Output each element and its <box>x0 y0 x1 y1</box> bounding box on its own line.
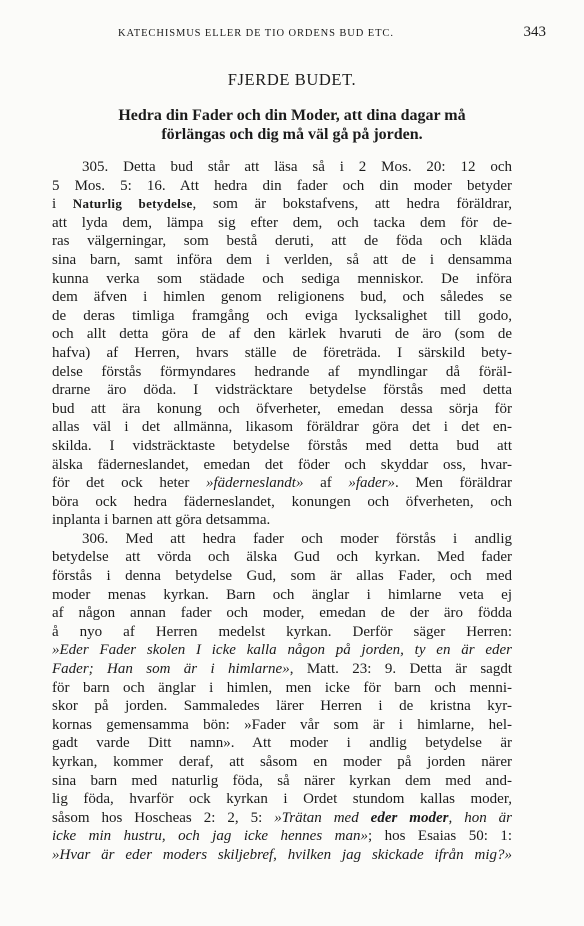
text-segment: delse förstås förmyndares hedrande af myndlingar då föräl- <box>52 363 512 380</box>
text-line <box>52 325 512 344</box>
text-line <box>52 827 512 846</box>
page-number: 343 <box>523 24 546 40</box>
text-segment: af någon annan fader och moder, emedan de der äro födda <box>52 605 512 622</box>
text-line <box>52 456 512 475</box>
text-segment: förstås i denna betydelse Gud, som är allas Fader, och med <box>52 568 512 585</box>
text-line <box>52 548 512 567</box>
text-segment: skor på jorden. Sammaledes lärer Herren i de kristna kyr- <box>52 698 512 715</box>
text-segment: älska fäderneslandet, emedan det föder och skyddar oss, hvar- <box>52 456 512 473</box>
text-line <box>52 437 512 456</box>
italic-text: »fäderneslandt» <box>205 475 304 492</box>
text-segment: skilda. I vidsträcktaste betydelse förstås med detta bud att <box>52 437 512 454</box>
text-segment: drarne äro döda. I vidsträcktare betydelse förstås med detta <box>52 382 512 399</box>
text-line <box>52 381 512 400</box>
commandment-line: förlängas och dig må väl gå på jorden. <box>161 126 423 143</box>
text-segment: sina barn med naturlig föda, så närer kyrkan dem med and- <box>52 772 512 789</box>
text-segment: kyrkan, kommer deraf, att såsom en moder på jorden närer <box>52 754 512 770</box>
section-title: FJERDE BUDET. <box>227 70 357 89</box>
text-line <box>52 270 512 289</box>
text-line <box>52 697 512 716</box>
text-segment: inplanta i barnen att göra detsamma. <box>52 512 271 529</box>
text-segment: för det ock heter <box>52 475 206 492</box>
italic-text: »Eder Fader skolen I icke kalla någon på jorden, ty en är eder <box>52 642 512 659</box>
text-segment: gadt varde Ditt namn». Att moder i andlig betydelse är <box>52 735 512 752</box>
text-line <box>52 734 512 753</box>
bold-text: eder moder <box>370 809 449 826</box>
text-segment: 5 Mos. 5: 16. Att hedra din fader och din moder betyder <box>52 177 512 194</box>
spaced-bold-text: Naturlig betydelse <box>72 196 193 212</box>
text-segment: , som är bokstafvens, att hedra föräldrar, <box>192 196 512 213</box>
text-line <box>52 232 512 251</box>
text-line <box>52 623 512 642</box>
text-line <box>52 679 512 698</box>
text-segment: hafva) af Herren, hvars ställe de företräda. I särskild bety- <box>52 344 512 361</box>
italic-text: »Trätan med <box>274 809 371 826</box>
text-segment: för barn och änglar i himlen, men icke för barn och menni- <box>52 679 512 696</box>
text-line <box>52 400 512 419</box>
text-line <box>52 567 512 586</box>
text-line <box>52 790 512 809</box>
text-segment: dem äfven i himlen genom religionens bud, och således se <box>52 289 512 306</box>
text-line <box>52 158 512 177</box>
running-title: KATECHISMUS ELLER DE TIO ORDENS BUD ETC. <box>118 28 394 39</box>
commandment-heading <box>52 106 532 144</box>
text-line <box>52 307 512 326</box>
text-line <box>52 363 512 382</box>
text-segment: lig föda, hvarför ock kyrkan i Ordet stundom kallas moder, <box>52 791 512 808</box>
text-segment: bud att ära konung och öfverheter, emedan dessa sörja för <box>52 400 512 417</box>
text-line <box>52 344 512 363</box>
body-text <box>52 158 512 865</box>
text-line <box>52 846 512 865</box>
text-line <box>52 251 512 270</box>
italic-text: , hon är <box>448 809 512 826</box>
text-line <box>52 530 512 549</box>
text-segment: moder menas kyrkan. Barn och änglar i himlarne veta ej <box>52 586 512 603</box>
text-line <box>52 660 512 679</box>
text-segment: af <box>303 475 349 492</box>
text-segment: ras välgerningar, som bestå deruti, att de föda och kläda <box>52 233 512 250</box>
text-line <box>52 604 512 623</box>
text-line <box>52 288 512 307</box>
text-segment: ; hos Esaias 50: 1: <box>367 828 512 845</box>
text-line <box>52 772 512 791</box>
text-line <box>52 418 512 437</box>
text-line <box>52 586 512 605</box>
text-segment: och allt detta göra de af den kärlek hvaruti de äro (som de <box>52 326 512 343</box>
text-segment: att lyda dem, lämpa sig efter dem, och tacka dem för de- <box>52 214 512 231</box>
italic-text: icke min hustru, och jag icke hennes man» <box>52 828 368 845</box>
text-segment: sina barn, samt införa dem i verlden, så att de i densamma <box>52 251 512 268</box>
text-segment: allas väl i det allmänna, likasom föräldrar göra det i det en- <box>52 419 512 436</box>
text-segment: kornas gemensamma bön: »Fader vår som är i himlarne, hel- <box>52 716 512 733</box>
italic-text: »fader» <box>348 475 396 492</box>
text-line <box>52 641 512 660</box>
text-segment: böra ock hedra fäderneslandet, konungen och öfverheten, och <box>52 493 512 510</box>
text-segment: , Matt. 23: 9. Detta är sagdt <box>289 661 512 678</box>
running-header <box>118 24 546 41</box>
text-segment: de deras timliga framgång och eviga lycksalighet till godo, <box>52 307 512 324</box>
text-segment: 305. Detta bud står att läsa så i 2 Mos. 20: 12 och <box>82 159 512 175</box>
text-line <box>52 214 512 233</box>
text-line <box>52 716 512 735</box>
text-segment: kunna verka som städade och sediga menniskor. De införa <box>52 270 512 287</box>
text-segment: å nyo af Herren medelst kyrkan. Derför säger Herren: <box>52 623 512 640</box>
text-line <box>52 511 512 530</box>
text-line <box>52 753 512 772</box>
text-line <box>52 493 512 512</box>
text-segment: betydelse att vörda och älska Gud och kyrkan. Med fader <box>52 549 512 566</box>
text-segment: såsom hos Hoscheas 2: 2, 5: <box>52 809 275 826</box>
text-line <box>52 474 512 493</box>
italic-text: Fader; Han som är i himlarne» <box>52 661 290 678</box>
commandment-line: Hedra din Fader och din Moder, att dina dagar må <box>118 107 466 124</box>
italic-text: »Hvar är eder moders skiljebref, hvilken jag skickade ifrån mig?» <box>52 846 512 863</box>
text-segment: . Men föräldrar <box>395 475 512 492</box>
text-segment: 306. Med att hedra fader och moder förstås i andlig <box>82 530 512 547</box>
text-line <box>52 195 512 214</box>
text-line <box>52 809 512 828</box>
text-segment: i <box>52 196 73 213</box>
text-line <box>52 177 512 196</box>
